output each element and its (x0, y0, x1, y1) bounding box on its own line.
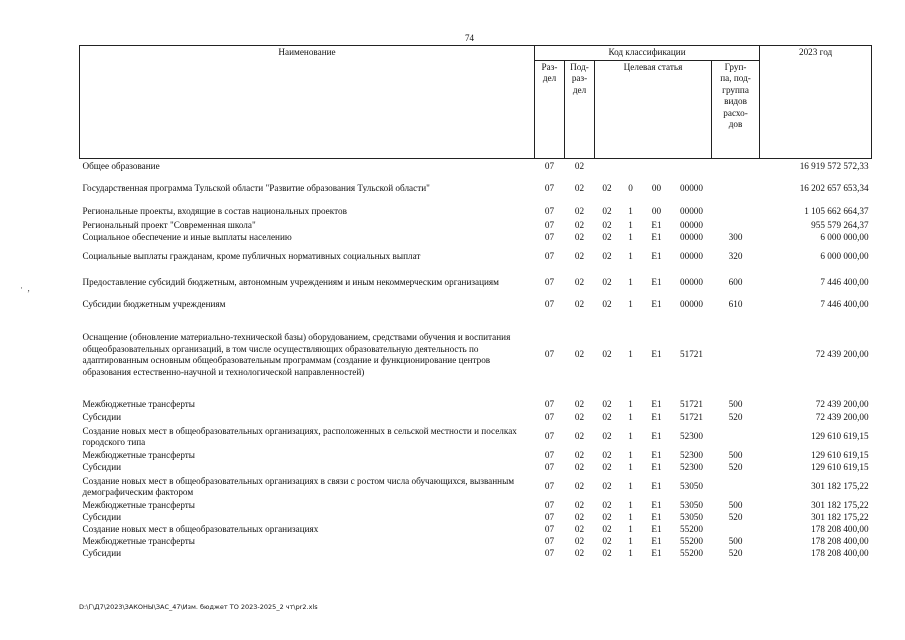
cell-a: 02 (602, 277, 612, 288)
cell-r: 07 (544, 183, 555, 194)
cell-a: 02 (602, 481, 612, 492)
cell-name: Субсидии (82, 462, 122, 473)
header-target: Целевая статья (595, 60, 712, 158)
cell-d: 00000 (680, 183, 703, 194)
cell-amount: 6 000 000,00 (820, 250, 869, 261)
cell-v (712, 474, 760, 500)
cell-v (712, 158, 760, 175)
cell-v: 300 (728, 232, 743, 243)
cell-c: E1 (651, 450, 662, 461)
table-row (80, 536, 872, 548)
cell-name: Создание новых мест в общеобразовательных организациях в связи с ростом числа обучающихся, вызванным демографическим фактором (82, 475, 515, 497)
table-row (80, 398, 872, 412)
cell-p: 02 (574, 512, 585, 523)
footer-file-path: D:\Г\Д7\2023\ЗАКОНЫ\ЗАС_47\Изм. бюджет ТО 2023-2025_2 чт\pr2.xls (79, 603, 318, 611)
cell-c: E1 (651, 349, 662, 360)
cell-c: E1 (651, 298, 662, 309)
cell-p: 02 (574, 298, 585, 309)
cell-v (712, 424, 760, 450)
cell-amount: 1 105 662 664,37 (804, 205, 869, 216)
cell-b: 1 (628, 412, 633, 423)
cell-c: E1 (651, 412, 662, 423)
cell-v (712, 524, 760, 536)
table-row (80, 450, 872, 462)
cell-name: Создание новых мест в общеобразовательных организациях (82, 524, 319, 535)
page-number: 74 (465, 33, 474, 43)
cell-d: 00000 (680, 220, 703, 231)
cell-v: 500 (728, 450, 743, 461)
cell-name: Субсидии (82, 548, 122, 559)
cell-a: 02 (602, 431, 612, 442)
cell-amount: 7 446 400,00 (820, 298, 869, 309)
cell-p: 02 (574, 250, 585, 261)
cell-name: Субсидии бюджетным учреждениям (82, 298, 226, 309)
table-row (80, 412, 872, 424)
cell-amount: 301 182 175,22 (811, 512, 869, 523)
cell-v: 600 (728, 277, 743, 288)
cell-a: 02 (602, 183, 612, 194)
cell-d: 00000 (680, 277, 703, 288)
cell-d: 00000 (680, 232, 703, 243)
cell-p: 02 (574, 161, 585, 171)
cell-name: Социальное обеспечение и иные выплаты населению (82, 232, 292, 243)
cell-r: 07 (544, 349, 555, 360)
table-row (80, 500, 872, 512)
cell-amount: 129 610 619,15 (811, 462, 869, 473)
cell-b: 1 (628, 205, 633, 216)
cell-name: Субсидии (82, 512, 122, 523)
cell-amount: 178 208 400,00 (811, 524, 869, 535)
cell-v: 500 (728, 399, 743, 410)
cell-v: 520 (728, 512, 743, 523)
cell-b: 1 (628, 298, 633, 309)
cell-r: 07 (544, 450, 555, 461)
cell-v: 520 (728, 462, 743, 473)
table-row (80, 220, 872, 232)
cell-d: 55200 (680, 548, 703, 559)
cell-v: 520 (728, 548, 743, 559)
cell-d: 51721 (680, 349, 703, 360)
cell-amount: 301 182 175,22 (811, 500, 869, 511)
cell-p: 02 (574, 431, 585, 442)
cell-p: 02 (574, 462, 585, 473)
table-row (80, 297, 872, 312)
cell-d: 00000 (680, 205, 703, 216)
cell-p: 02 (574, 220, 585, 231)
cell-a: 02 (602, 524, 612, 535)
cell-p: 02 (574, 349, 585, 360)
cell-name: Межбюджетные трансферты (82, 450, 195, 461)
cell-v: 500 (728, 536, 743, 547)
cell-v (712, 203, 760, 220)
cell-v: 500 (728, 500, 743, 511)
table-row (80, 512, 872, 524)
cell-r: 07 (544, 298, 555, 309)
cell-b: 1 (628, 450, 633, 461)
cell-name: Оснащение (обновление материально-технической базы) оборудованием, средствами обучения и воспитания общеобразовательных организаций, в том числе осуществляющих образовательную деятельность по адаптированным основным общеобразовательным программам (создание и функционирование центров образования естественно-научной и технологической направленностей) (82, 332, 511, 377)
cell-b: 1 (628, 536, 633, 547)
cell-p: 02 (574, 205, 585, 216)
cell-c: E1 (651, 431, 662, 442)
cell-name: Общее образование (82, 161, 160, 171)
cell-p: 02 (574, 399, 585, 410)
cell-r: 07 (544, 481, 555, 492)
cell-r: 07 (544, 277, 555, 288)
cell-name: Региональные проекты, входящие в состав национальных проектов (82, 205, 347, 216)
cell-d: 51721 (680, 399, 703, 410)
header-razdel: Раз- дел (535, 60, 565, 158)
cell-b (620, 158, 642, 175)
cell-r: 07 (544, 399, 555, 410)
cell-c: E1 (651, 512, 662, 523)
cell-c: E1 (651, 500, 662, 511)
cell-b: 0 (628, 183, 633, 194)
cell-d: 00000 (680, 250, 703, 261)
cell-b: 1 (628, 481, 633, 492)
cell-d: 52300 (680, 462, 703, 473)
cell-name: Социальные выплаты гражданам, кроме публичных нормативных социальных выплат (82, 250, 421, 261)
cell-p: 02 (574, 277, 585, 288)
cell-c: 00 (651, 205, 662, 216)
cell-d: 52300 (680, 450, 703, 461)
table-row (80, 548, 872, 560)
header-vid: Груп- па, под- группа видов расхо- дов (712, 60, 760, 158)
cell-a: 02 (602, 349, 612, 360)
cell-p: 02 (574, 548, 585, 559)
cell-b: 1 (628, 232, 633, 243)
cell-b: 1 (628, 524, 633, 535)
margin-mark: · , (20, 283, 30, 293)
cell-r: 07 (544, 500, 555, 511)
cell-a (595, 158, 620, 175)
cell-r: 07 (544, 232, 555, 243)
cell-d: 55200 (680, 524, 703, 535)
cell-a: 02 (602, 536, 612, 547)
budget-table (79, 45, 872, 560)
cell-b: 1 (628, 399, 633, 410)
cell-amount: 7 446 400,00 (820, 277, 869, 288)
cell-d: 53050 (680, 481, 703, 492)
cell-r: 07 (544, 548, 555, 559)
cell-v (712, 175, 760, 203)
cell-d: 55200 (680, 536, 703, 547)
cell-b: 1 (628, 431, 633, 442)
cell-r: 07 (544, 512, 555, 523)
cell-p: 02 (574, 524, 585, 535)
cell-a: 02 (602, 298, 612, 309)
table-row (80, 312, 872, 398)
cell-a: 02 (602, 548, 612, 559)
cell-amount: 955 579 264,37 (811, 220, 869, 231)
cell-p: 02 (574, 500, 585, 511)
cell-v (712, 220, 760, 232)
cell-r: 07 (544, 431, 555, 442)
cell-amount: 16 919 572 572,33 (799, 161, 869, 171)
cell-b: 1 (628, 548, 633, 559)
cell-r: 07 (544, 205, 555, 216)
cell-name: Субсидии (82, 412, 122, 423)
cell-a: 02 (602, 462, 612, 473)
cell-a: 02 (602, 250, 612, 261)
cell-p: 02 (574, 450, 585, 461)
cell-p: 02 (574, 183, 585, 194)
cell-a: 02 (602, 220, 612, 231)
cell-a: 02 (602, 205, 612, 216)
cell-d: 53050 (680, 500, 703, 511)
cell-name: Государственная программа Тульской области "Развитие образования Тульской области" (82, 183, 430, 194)
cell-v (712, 312, 760, 398)
cell-a: 02 (602, 232, 612, 243)
cell-c: E1 (651, 220, 662, 231)
cell-r: 07 (544, 536, 555, 547)
cell-p: 02 (574, 481, 585, 492)
cell-amount: 178 208 400,00 (811, 536, 869, 547)
cell-amount: 16 202 657 653,34 (799, 183, 869, 194)
cell-c: E1 (651, 250, 662, 261)
cell-amount: 72 439 200,00 (815, 399, 869, 410)
table-row (80, 269, 872, 297)
table-row (80, 203, 872, 220)
cell-b: 1 (628, 500, 633, 511)
header-podrazdel: Под- раз- дел (565, 60, 595, 158)
cell-a: 02 (602, 412, 612, 423)
cell-name: Межбюджетные трансферты (82, 399, 195, 410)
cell-name: Региональный проект "Современная школа" (82, 220, 256, 231)
cell-c: E1 (651, 232, 662, 243)
table-body (80, 158, 872, 560)
cell-amount: 6 000 000,00 (820, 232, 869, 243)
table-row (80, 158, 872, 175)
table-row (80, 244, 872, 269)
cell-a: 02 (602, 450, 612, 461)
cell-p: 02 (574, 536, 585, 547)
cell-name: Предоставление субсидий бюджетным, автономным учреждениям и иным некоммерческим организациям (82, 277, 499, 288)
cell-b: 1 (628, 349, 633, 360)
table-row (80, 462, 872, 474)
cell-amount: 72 439 200,00 (815, 349, 869, 360)
header-year: 2023 год (760, 46, 872, 159)
cell-c: 00 (651, 183, 662, 194)
cell-b: 1 (628, 462, 633, 473)
cell-b: 1 (628, 512, 633, 523)
cell-p: 02 (574, 412, 585, 423)
table-row (80, 175, 872, 203)
cell-p: 02 (574, 232, 585, 243)
cell-amount: 72 439 200,00 (815, 412, 869, 423)
table-row (80, 424, 872, 450)
cell-c: E1 (651, 277, 662, 288)
cell-r: 07 (544, 462, 555, 473)
table-row (80, 524, 872, 536)
cell-a: 02 (602, 399, 612, 410)
cell-c (642, 158, 672, 175)
cell-amount: 129 610 619,15 (811, 450, 869, 461)
cell-d: 51721 (680, 412, 703, 423)
cell-d: 53050 (680, 512, 703, 523)
cell-amount: 301 182 175,22 (811, 481, 869, 492)
cell-c: E1 (651, 548, 662, 559)
cell-d: 52300 (680, 431, 703, 442)
cell-b: 1 (628, 277, 633, 288)
cell-r: 07 (544, 250, 555, 261)
cell-r: 07 (544, 161, 555, 171)
cell-c: E1 (651, 536, 662, 547)
cell-v: 320 (728, 250, 743, 261)
cell-v: 520 (728, 412, 743, 423)
table-row (80, 474, 872, 500)
cell-d (672, 158, 712, 175)
cell-r: 07 (544, 220, 555, 231)
cell-v: 610 (728, 298, 743, 309)
cell-amount: 178 208 400,00 (811, 548, 869, 559)
cell-r: 07 (544, 524, 555, 535)
cell-b: 1 (628, 250, 633, 261)
cell-c: E1 (651, 399, 662, 410)
cell-name: Создание новых мест в общеобразовательных организациях, расположенных в сельской местности и поселках городского типа (82, 425, 517, 447)
cell-b: 1 (628, 220, 633, 231)
cell-r: 07 (544, 412, 555, 423)
cell-c: E1 (651, 524, 662, 535)
cell-a: 02 (602, 512, 612, 523)
table-row (80, 232, 872, 244)
cell-a: 02 (602, 500, 612, 511)
cell-d: 00000 (680, 298, 703, 309)
header-code-group: Код классификации (535, 46, 760, 61)
cell-c: E1 (651, 481, 662, 492)
header-name: Наименование (80, 46, 535, 159)
cell-amount: 129 610 619,15 (811, 431, 869, 442)
cell-name: Межбюджетные трансферты (82, 500, 195, 511)
cell-name: Межбюджетные трансферты (82, 536, 195, 547)
cell-c: E1 (651, 462, 662, 473)
